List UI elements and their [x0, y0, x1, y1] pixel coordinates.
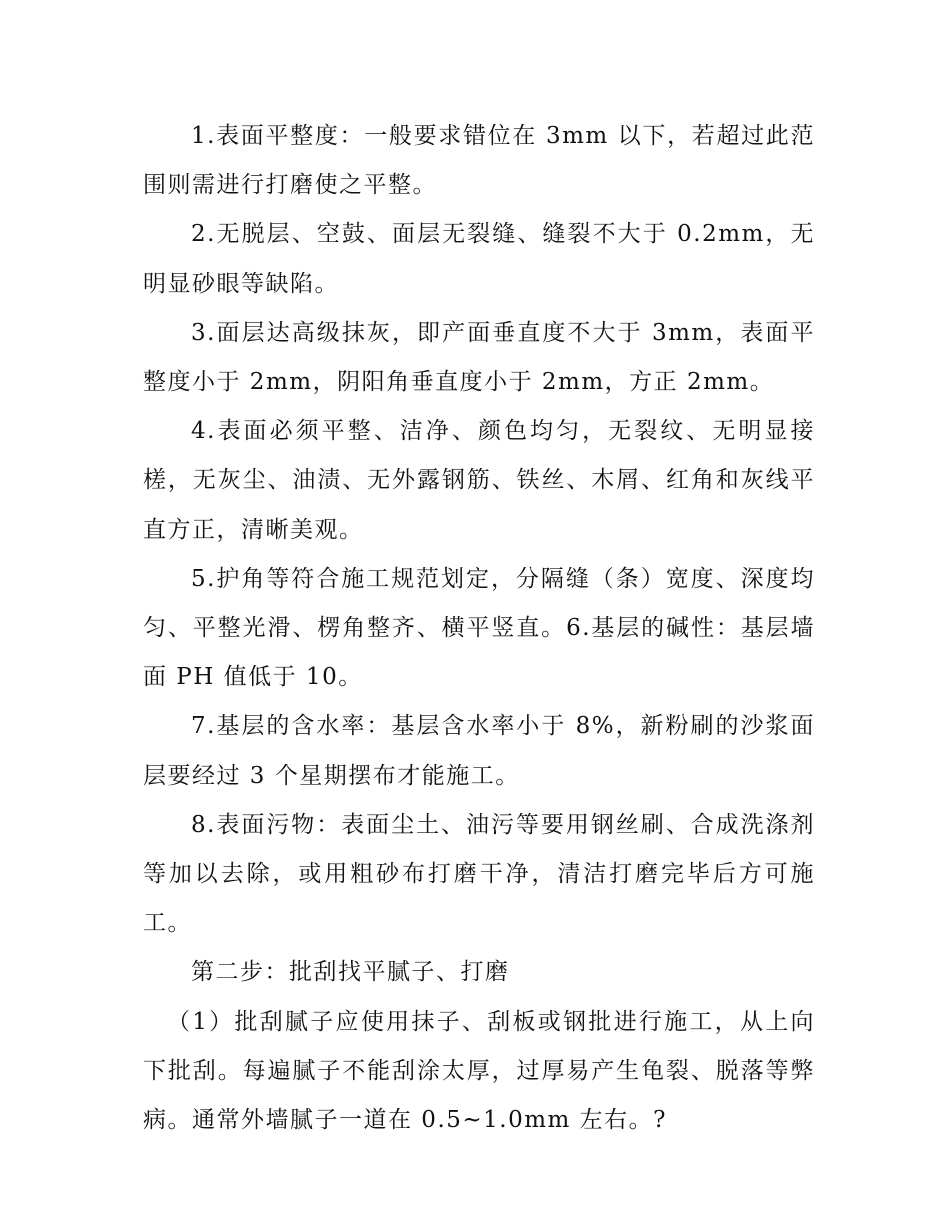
paragraph-6: 7.基层的含水率：基层含水率小于 8%，新粉刷的沙浆面层要经过 3 个星期摆布才能施工。 [143, 713, 815, 789]
paragraph-4: 4.表面必须平整、洁净、颜色均匀，无裂纹、无明显接槎，无灰尘、油渍、无外露钢筋、铁丝、木屑、红角和灰线平直方正，清晰美观。 [143, 418, 815, 543]
paragraph-1: 1.表面平整度：一般要求错位在 3mm 以下，若超过此范围则需进行打磨使之平整。 [143, 123, 815, 199]
paragraph-3: 3.面层达高级抹灰，即产面垂直度不大于 3mm，表面平整度小于 2mm，阴阳角垂直度小于 2mm，方正 2mm。 [143, 319, 815, 396]
paragraph-5: 5.护角等符合施工规范划定，分隔缝（条）宽度、深度均匀、平整光滑、楞角整齐、横平竖直。6.基层的碱性：基层墙面 PH 值低于 10。 [143, 565, 815, 691]
paragraph-8: （1）批刮腻子应使用抹子、刮板或钢批进行施工，从上向下批刮。每遍腻子不能刮涂太厚，过厚易产生龟裂、脱落等弊病。通常外墙腻子一道在 0.5~1.0mm 左右。? [143, 1008, 815, 1134]
document-body [143, 112, 815, 1145]
step-heading: 第二步：批刮找平腻子、打磨 [191, 959, 510, 986]
paragraph-2: 2.无脱层、空鼓、面层无裂缝、缝裂不大于 0.2mm，无明显砂眼等缺陷。 [143, 221, 815, 297]
paragraph-7: 8.表面污物：表面尘土、油污等要用钢丝刷、合成洗涤剂等加以去除，或用粗砂布打磨干净，清洁打磨完毕后方可施工。 [143, 811, 815, 937]
